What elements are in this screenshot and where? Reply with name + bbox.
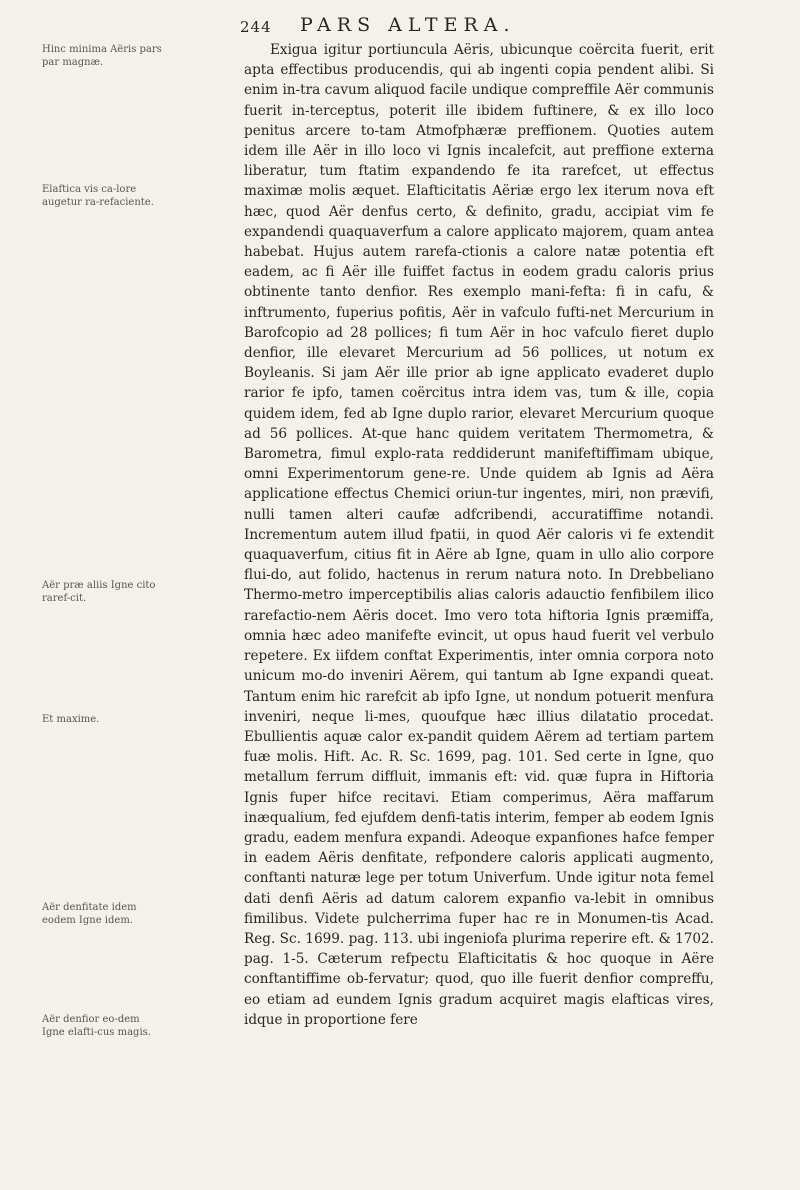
margin-note: Aër denfitate idem eodem Igne idem. [42, 902, 137, 926]
margin-note: Aër denfior eo-dem Igne elafti-cus magis. [42, 1014, 151, 1038]
margin-note: Et maxime. [42, 714, 100, 725]
margin-note: Elaftica vis ca-lore augetur ra-refaciente. [42, 184, 154, 208]
running-head: PARS ALTERA. [300, 14, 516, 36]
body-text: Exigua igitur portiuncula Aëris, ubicunque coërcita fuerit, erit apta effectibus producendis, qui ab ingenti copia pendent alibi. Si enim in-tra cavum aliquod facile undique compreffile Aër communis fuerit in-terceptus, poterit ille ibidem fuftinere, & ex illo loco penitus arcere to-tam Atmofphæræ preffionem. Quoties autem idem ille Aër in illo loco vi Ignis incalefcit, aut preffione externa liberatur, tum ftatim expandendo fe ita rarefcet, ut effectus maximæ molis æquet. Elafticitatis Aëriæ ergo lex iterum nova eft hæc, quod Aër denfus certo, & definito, gradu, accipiat vim fe expandendi quaquaverfum a calore applicato majorem, quam antea habebat. Hujus autem rarefa-ctionis a calore natæ potentia eft eadem, ac fi Aër ille fuiffet factus in eodem gradu caloris prius obtinente tanto denfior. Res exemplo mani-fefta: fi in cafu, & inftrumento, fuperius pofitis, Aër in vafculo fufti-net Mercurium in Barofcopio ad 28 pollices; fi tum Aër in hoc vafculo fieret duplo denfior, ille elevaret Mercurium ad 56 pollices, ut notum ex Boyleanis. Si jam Aër ille prior ab igne applicato evaderet duplo rarior fe ipfo, tamen coërcitus intra idem vas, tum & ille, copia quidem idem, fed ab Igne duplo rarior, elevaret Mercurium quoque ad 56 pollices. At-que hanc quidem veritatem Thermometra, & Barometra, fimul explo-rata reddiderunt manifeftiffimam ubique, omni Experimentorum gene-re. Unde quidem ab Ignis ad Aëra applicatione effectus Chemici oriun-tur ingentes, miri, non prævifi, nulli tamen alteri caufæ adfcribendi, accuratiffime notandi. Incrementum autem illud fpatii, in quod Aër caloris vi fe extendit quaquaverfum, citius fit in Aëre ab Igne, quam in ullo alio corpore flui-do, aut folido, hactenus in rerum natura noto. In Drebbeliano Thermo-metro imperceptibilis alias caloris adauctio fenfibilem ilico rarefactio-nem Aëris docet. Imo vero tota hiftoria Ignis præmiffa, omnia hæc adeo manifefte evincit, ut opus haud fuerit vel verbulo repetere. Ex iifdem conftat Experimentis, inter omnia corpora noto unicum mo-do inveniri Aërem, qui tantum ab Igne expandi queat. Tantum enim hic rarefcit ab ipfo Igne, ut nondum potuerit menfura inveniri, neque li-mes, quoufque hæc illius dilatatio procedat. Ebullientis aquæ calor ex-pandit quidem Aërem ad tertiam partem fuæ molis. Hift. Ac. R. Sc. 1699, pag. 101. Sed certe in Igne, quo metallum ferrum diffluit, immanis eft: vid. quæ fupra in Hiftoria Ignis fuper hifce recitavi. Etiam comperimus, Aëra maffarum inæqualium, fed ejufdem denfi-tatis interim, femper ab eodem Ignis gradu, eadem menfura expandi. Adeoque expanfiones hafce femper in eadem Aëris denfitate, refpondere caloris applicati augmento, conftanti naturæ lege per totum Univerfum. Unde igitur nota femel dati denfi Aëris ad datum calorem expanfio va-lebit in omnibus fimilibus. Videte pulcherrima fuper hac re in Monumen-tis Acad. Reg. Sc. 1699. pag. 113. ubi ingeniofa plurima reperire eft. & 1702. pag. 1-5. Cæterum refpectu Elafticitatis & hoc quoque in Aëre conftantiffime ob-fervatur; quod, quo ille fuerit denfior compreffu, eo etiam ad eundem Ignis gradum acquiret magis elafticas vires, idque in proportione fere [244, 42, 714, 1028]
margin-note: Hinc minima Aëris pars par magnæ. [42, 44, 162, 68]
page-header [240, 14, 710, 40]
margin-note: Aër præ aliis Igne cito raref-cit. [42, 580, 156, 604]
page-number: 244 [240, 18, 272, 36]
